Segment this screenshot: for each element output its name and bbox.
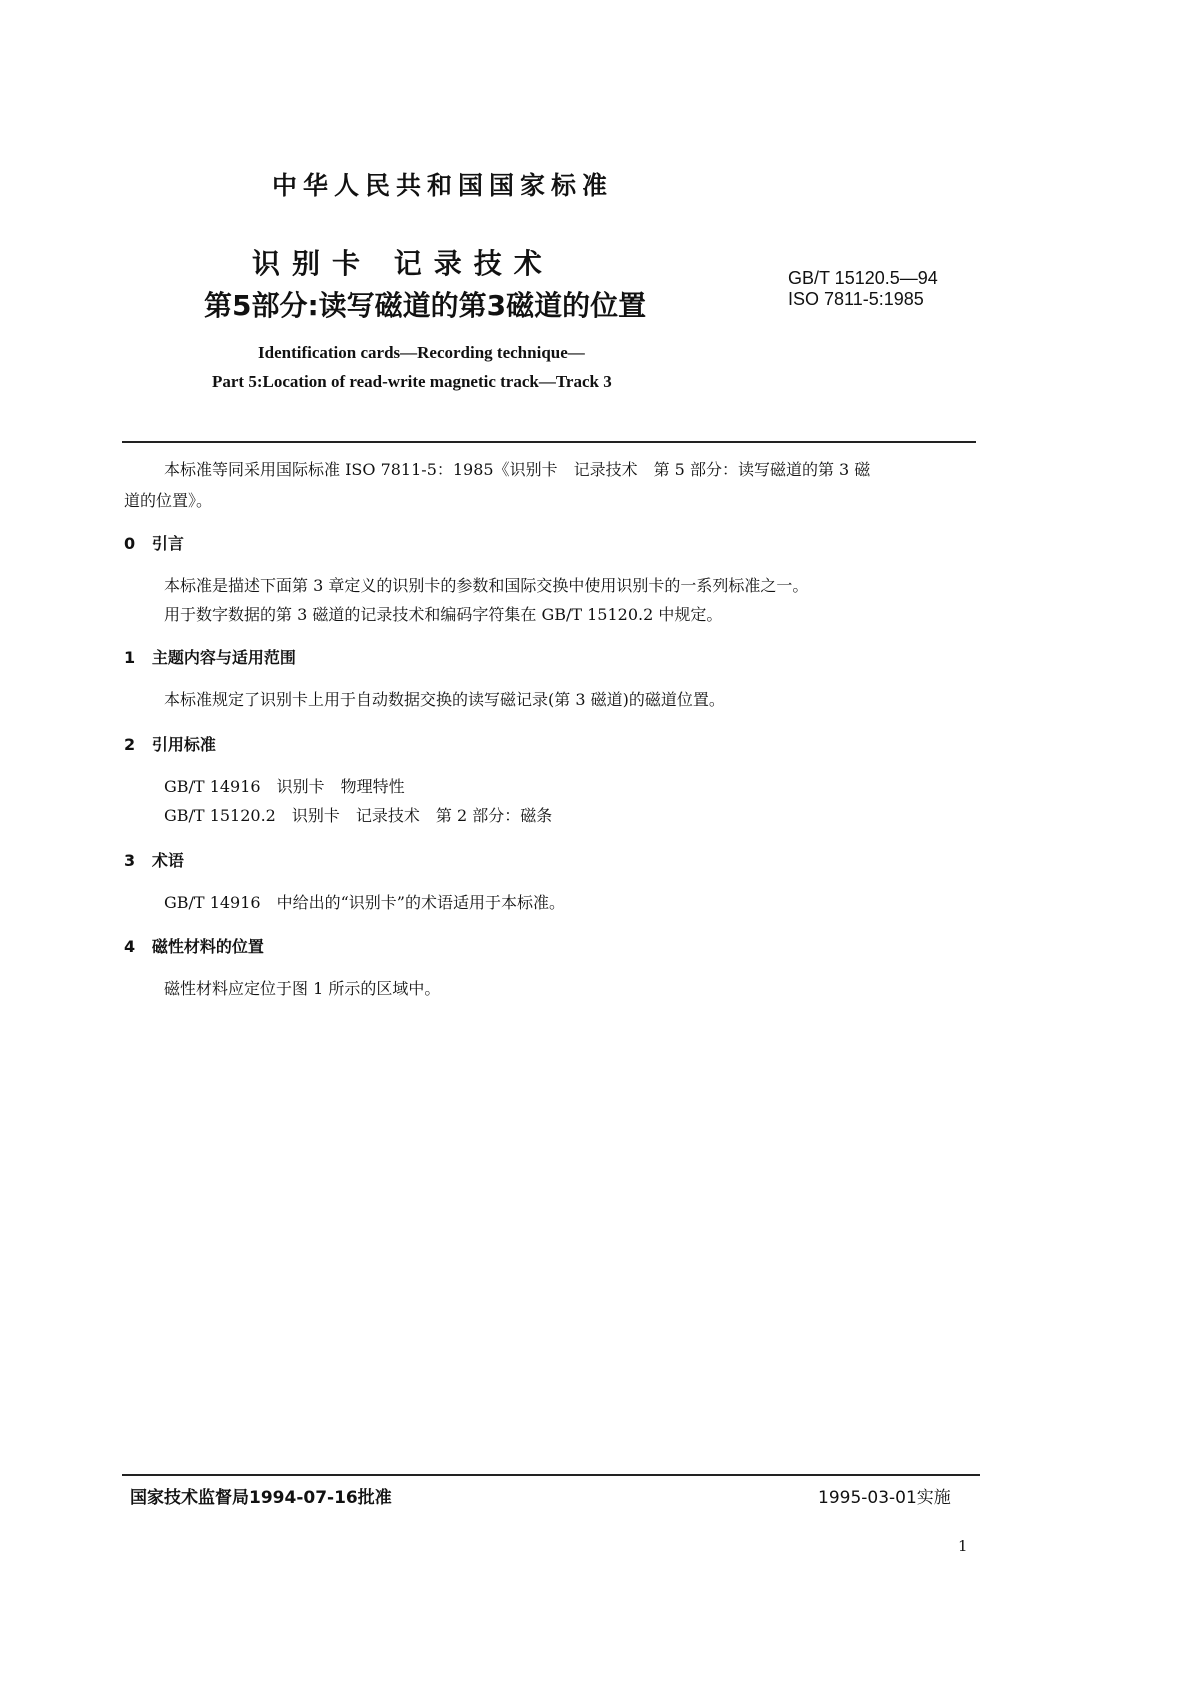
intro-line2: 道的位置》。 bbox=[124, 491, 213, 510]
section-2-heading bbox=[124, 732, 216, 755]
standard-code-gb: GB/T 15120.5—94 bbox=[788, 268, 938, 288]
approval-date: 国家技术监督局1994-07-16批准 bbox=[130, 1488, 392, 1508]
section-0-line: 本标准是描述下面第 3 章定义的识别卡的参数和国际交换中使用识别卡的一系列标准之一。 bbox=[164, 576, 809, 595]
section-1-heading bbox=[124, 645, 296, 668]
section-0-line: 用于数字数据的第 3 磁道的记录技术和编码字符集在 GB/T 15120.2 中规定。 bbox=[164, 605, 723, 624]
standard-code-iso: ISO 7811-5:1985 bbox=[788, 289, 924, 309]
national-standard-label: 中华人民共和国国家标准 bbox=[272, 171, 614, 200]
title-cn-line2: 第5部分:读写磁道的第3磁道的位置 bbox=[204, 289, 647, 322]
title-en-line1: Identification cards—Recording technique— bbox=[258, 343, 585, 362]
title-en-line2: Part 5:Location of read-write magnetic track—Track 3 bbox=[212, 372, 612, 391]
section-2-line: GB/T 14916 识别卡 物理特性 bbox=[164, 777, 405, 796]
intro-line1: 本标准等同采用国际标准 ISO 7811-5：1985《识别卡 记录技术 第 5 部分：读写磁道的第 3 磁 bbox=[164, 460, 871, 479]
section-4-heading bbox=[124, 934, 264, 957]
section-1-line: 本标准规定了识别卡上用于自动数据交换的读写磁记录(第 3 磁道)的磁道位置。 bbox=[164, 690, 725, 709]
section-4-line: 磁性材料应定位于图 1 所示的区域中。 bbox=[164, 979, 441, 998]
section-number: 3 bbox=[124, 851, 136, 870]
section-title: 术语 bbox=[151, 851, 184, 870]
section-0-heading bbox=[124, 531, 184, 554]
section-number: 4 bbox=[124, 937, 136, 956]
section-title: 引用标准 bbox=[151, 735, 216, 754]
section-title: 磁性材料的位置 bbox=[151, 937, 264, 956]
effective-date: 1995-03-01实施 bbox=[818, 1488, 951, 1508]
section-number: 1 bbox=[124, 648, 136, 667]
section-3-heading bbox=[124, 848, 184, 871]
footer-divider bbox=[122, 1474, 980, 1476]
section-3-line: GB/T 14916 中给出的“识别卡”的术语适用于本标准。 bbox=[164, 893, 565, 912]
section-2-line: GB/T 15120.2 识别卡 记录技术 第 2 部分：磁条 bbox=[164, 806, 553, 825]
section-title: 引言 bbox=[151, 534, 184, 553]
page-number: 1 bbox=[958, 1537, 968, 1555]
section-number: 2 bbox=[124, 735, 136, 754]
title-cn-line1: 识别卡 记录技术 bbox=[252, 247, 554, 280]
header-divider bbox=[122, 441, 976, 443]
section-number: 0 bbox=[124, 534, 136, 553]
section-title: 主题内容与适用范围 bbox=[151, 648, 296, 667]
